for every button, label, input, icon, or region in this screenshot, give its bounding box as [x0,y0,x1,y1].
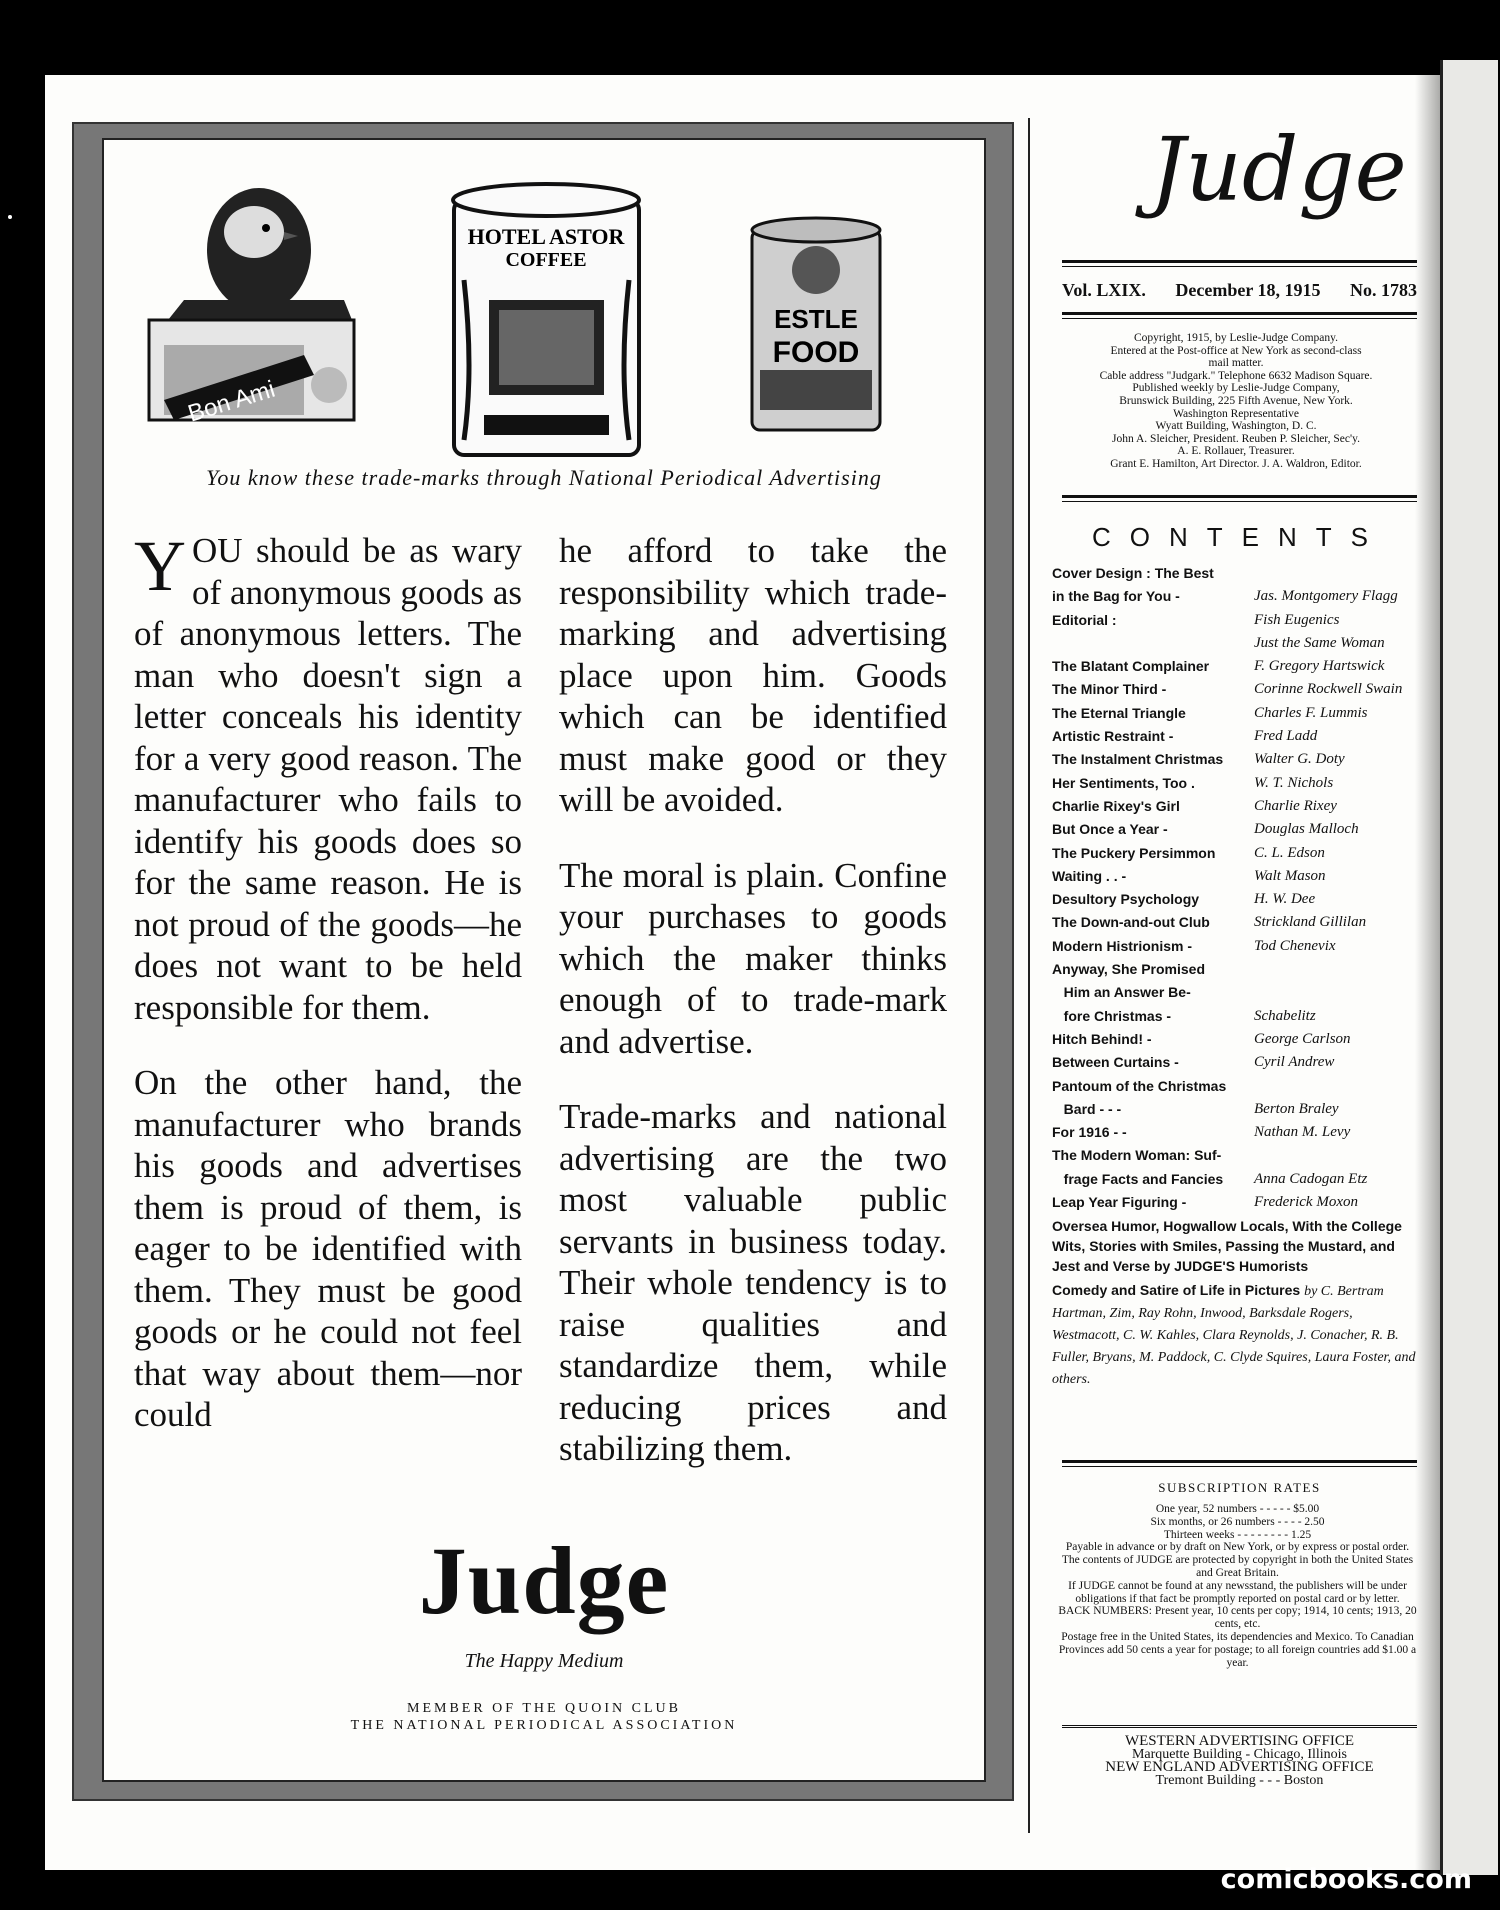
toc-entry [1052,1051,1422,1074]
toc-entry [1052,1144,1422,1167]
toc-entry [1052,888,1422,911]
advertisement [102,138,986,1782]
watermark: comicbooks.com [1220,1864,1472,1895]
toc-author: Walt Mason [1254,867,1326,884]
toc-author: Tod Chenevix [1254,937,1336,954]
toc-title: Anyway, She Promised [1052,961,1206,978]
toc-title: Desultory Psychology [1052,891,1200,908]
column-divider [1028,118,1030,1833]
toc-title: Pantoum of the Christmas [1052,1077,1227,1094]
svg-text:Bon Ami: Bon Ami [184,375,279,428]
toc-entry [1052,911,1422,934]
double-rule [1062,312,1417,319]
copyright-notice: Copyright, 1915, by Leslie-Judge Company. Entered at the Post-office at New York as second-class mail matter. Cable address "Judgark." Telephone 6632 Madison Square. Published weekly by Leslie-Judge Company, Brunswick Building, 225 Fifth Avenue, New York. Washington Representative Wyatt Building, Washington, D. C. John A. Sleicher, President. Reuben P. Sleicher, Sec'y. A. E. Rollauer, Treasurer. Grant E. Hamilton, Art Director. J. A. Waldron, Editor. [1099,332,1373,470]
toc-author: Frederick Moxon [1254,1194,1358,1211]
toc-author: Charlie Rixey [1254,797,1337,814]
masthead [1055,108,1415,258]
toc-author: H. W. Dee [1254,891,1316,908]
toc-entry [1052,958,1422,981]
toc-entry [1052,678,1422,701]
svg-text:COFFEE: COFFEE [505,249,587,271]
toc-entry [1052,1005,1422,1028]
toc-entry [1052,1098,1422,1121]
toc-title: The Minor Third - [1052,681,1167,698]
toc-title: The Down-and-out Club [1052,914,1210,931]
toc-entry [1052,981,1422,1004]
ad-paragraph: he afford to take the responsibility which trade-marking and advertising place upon him. Goods which can be identified must make good or they will be avoided. [559,531,947,819]
subscription-rates: One year, 52 numbers - - - - - $5.00 Six months, or 26 numbers - - - - 2.50 Thirteen weeks - - - - - - - - 1.25 Payable in advance or by draft on New York, or by express or postal order. The contents of JUDGE are protected by copyright in both the United States and Great Britain. If JUDGE cannot be found at any newsstand, the publishers will be under obligations if that fact be promptly reported on postal card or by letter. BACK NUMBERS: Present year, 10 cents per copy; 1914, 10 cents; 1913, 20 cents, etc. Postage free in the United States, its dependencies and Mexico. To Canadian Provinces add 50 cents a year for postage; to all foreign countries add $1.00 a year. [1058,1503,1417,1669]
logo-motto: The Happy Medium [464,1650,624,1672]
ad-paragraph: On the other hand, the manufacturer who brands his goods and advertises them is proud of them, is eager to be identified with them. They must be good goods or he could not feel that way about them—nor could [134,1063,522,1434]
toc-title: The Instalment Christmas [1052,751,1224,768]
toc-title: Artistic Restraint - [1052,728,1174,745]
toc-entry [1052,702,1422,725]
toc-entry [1052,585,1422,608]
ad-column-left [134,526,522,1470]
toc-author: C. L. Edson [1254,844,1325,861]
toc-title: Cover Design : The Best [1052,565,1214,581]
toc-title: The Eternal Triangle [1052,704,1186,721]
toc-entry [1052,655,1422,678]
toc-entry [1052,865,1422,888]
scan-speck [8,215,12,219]
toc-title: But Once a Year - [1052,821,1168,838]
toc-author: Nathan M. Levy [1254,1124,1351,1141]
toc-title: Modern Histrionism - [1052,937,1193,954]
toc-author: Walter G. Doty [1254,751,1345,768]
toc-title: The Modern Woman: Suf- [1052,1147,1222,1164]
toc-entry [1052,795,1422,818]
toc-title: Between Curtains - [1052,1054,1179,1071]
toc-author: George Carlson [1254,1030,1351,1047]
toc-author: Schabelitz [1254,1007,1316,1024]
trademark-illustrations [104,170,984,470]
toc-entry [1052,632,1422,655]
toc-title: frage Facts and Fancies [1052,1170,1224,1187]
ad-paragraph: YOU should be as wary of anonymous goods as of anonymous letters. The man who doesn't sign a letter conceals his identity for a very good reason. The manufacturer who fails to identify his goods does so for the same reason. He is not proud of the goods—he does not want to be held responsible for them. [134,526,522,1027]
toc-entry [1052,818,1422,841]
toc-title: The Blatant Complainer [1052,658,1210,675]
toc-author: Douglas Malloch [1254,821,1359,838]
issue-number: No. 1783 [1349,280,1417,300]
toc-entry [1052,1191,1422,1214]
toc-entry [1052,1168,1422,1191]
svg-text:FOOD: FOOD [772,336,860,369]
membership-note: MEMBER OF THE QUOIN CLUB THE NATIONAL PERIODICAL ASSOCIATION [350,1701,738,1733]
toc-pictures: Comedy and Satire of Life in Pictures by C. Bertram Hartman, Zim, Ray Rohn, Inwood, Barksdale Rogers, Westmacott, C. W. Kahles, Clara Reynolds, J. Conacher, R. B. Fuller, Bryans, M. Paddock, C. Clyde Squires, Laura Foster, and others. [1052,1282,1416,1388]
double-rule [1062,495,1417,502]
toc-entry [1052,562,1422,585]
toc-title: For 1916 - - [1052,1124,1127,1141]
toc-author: Anna Cadogan Etz [1254,1170,1368,1187]
double-rule [1062,1460,1417,1467]
toc-author: Fred Ladd [1254,728,1318,745]
drop-cap: Y [134,526,186,606]
toc-entry [1052,842,1422,865]
issue-info [1062,280,1417,301]
toc-entry [1052,609,1422,632]
svg-text:HOTEL ASTOR: HOTEL ASTOR [467,224,625,249]
next-page-edge [1440,60,1498,1875]
contents-heading: CONTENTS [1092,522,1387,552]
toc-author: Charles F. Lummis [1254,704,1368,721]
rule [1062,1725,1417,1728]
toc-title: Editorial : [1052,611,1117,628]
toc-author: Jas. Montgomery Flagg [1254,588,1398,605]
toc-author: Just the Same Woman [1254,634,1385,651]
toc-author: Cyril Andrew [1254,1054,1335,1071]
bon-ami-box-icon [149,188,354,428]
toc-author: Corinne Rockwell Swain [1254,681,1403,698]
ad-paragraph: The moral is plain. Confine your purchases to goods which the maker thinks enough of to trade-mark and advertise. [559,855,947,1061]
nestles-food-can-icon [752,218,880,430]
toc-entry [1052,725,1422,748]
subscription-heading: SUBSCRIPTION RATES [1158,1480,1321,1495]
masthead-title: Judge [1150,118,1407,221]
toc-departments: Oversea Humor, Hogwallow Locals, With the College Wits, Stories with Smiles, Passing the Mustard, and Jest and Verse by JUDGE'S Humorists [1052,1218,1402,1275]
ad-column-right [559,530,947,1504]
hotel-astor-coffee-can-icon [453,184,639,455]
toc-title: Bard - - - [1052,1100,1122,1117]
toc-author: F. Gregory Hartswick [1254,658,1385,675]
volume: Vol. LXIX. [1062,280,1146,300]
toc-entry [1052,748,1422,771]
judge-logo: Judge [418,1527,670,1634]
toc-author: Strickland Gillilan [1254,914,1367,931]
toc-title: Charlie Rixey's Girl [1052,797,1180,814]
toc-title: fore Christmas - [1052,1007,1172,1024]
toc-entry [1052,935,1422,958]
toc-entry [1052,1121,1422,1144]
toc-title: Leap Year Figuring - [1052,1194,1187,1211]
toc-title: Waiting . . - [1052,867,1127,884]
toc-author: Berton Braley [1254,1100,1339,1117]
double-rule [1062,260,1417,267]
toc-entry [1052,1028,1422,1051]
toc-author: W. T. Nichols [1254,774,1334,791]
toc-entry [1052,772,1422,795]
issue-date: December 18, 1915 [1175,280,1321,300]
toc-title: Him an Answer Be- [1052,984,1191,1001]
toc-title: The Puckery Persimmon [1052,844,1216,861]
toc-title: Hitch Behind! - [1052,1030,1152,1047]
toc-title [1052,632,1250,655]
ad-paragraph: Trade-marks and national advertising are the two most valuable public servants in business today. Their whole tendency is to raise qualities and standardize them, while reducing prices and stabilizing them. [559,1097,947,1468]
table-of-contents [1052,562,1422,1390]
advertising-offices: WESTERN ADVERTISING OFFICE Marquette Building - Chicago, Illinois NEW ENGLAND ADVERTISING OFFICE Tremont Building - - - Boston [1105,1733,1374,1788]
trademark-row [104,170,984,470]
toc-title: in the Bag for You - [1052,588,1180,605]
toc-entry [1052,1075,1422,1098]
toc-title: Her Sentiments, Too . [1052,774,1195,791]
trademark-caption: You know these trade-marks through National Periodical Advertising [206,465,882,490]
toc-author: Fish Eugenics [1254,611,1340,628]
svg-text:ESTLE: ESTLE [774,304,858,334]
